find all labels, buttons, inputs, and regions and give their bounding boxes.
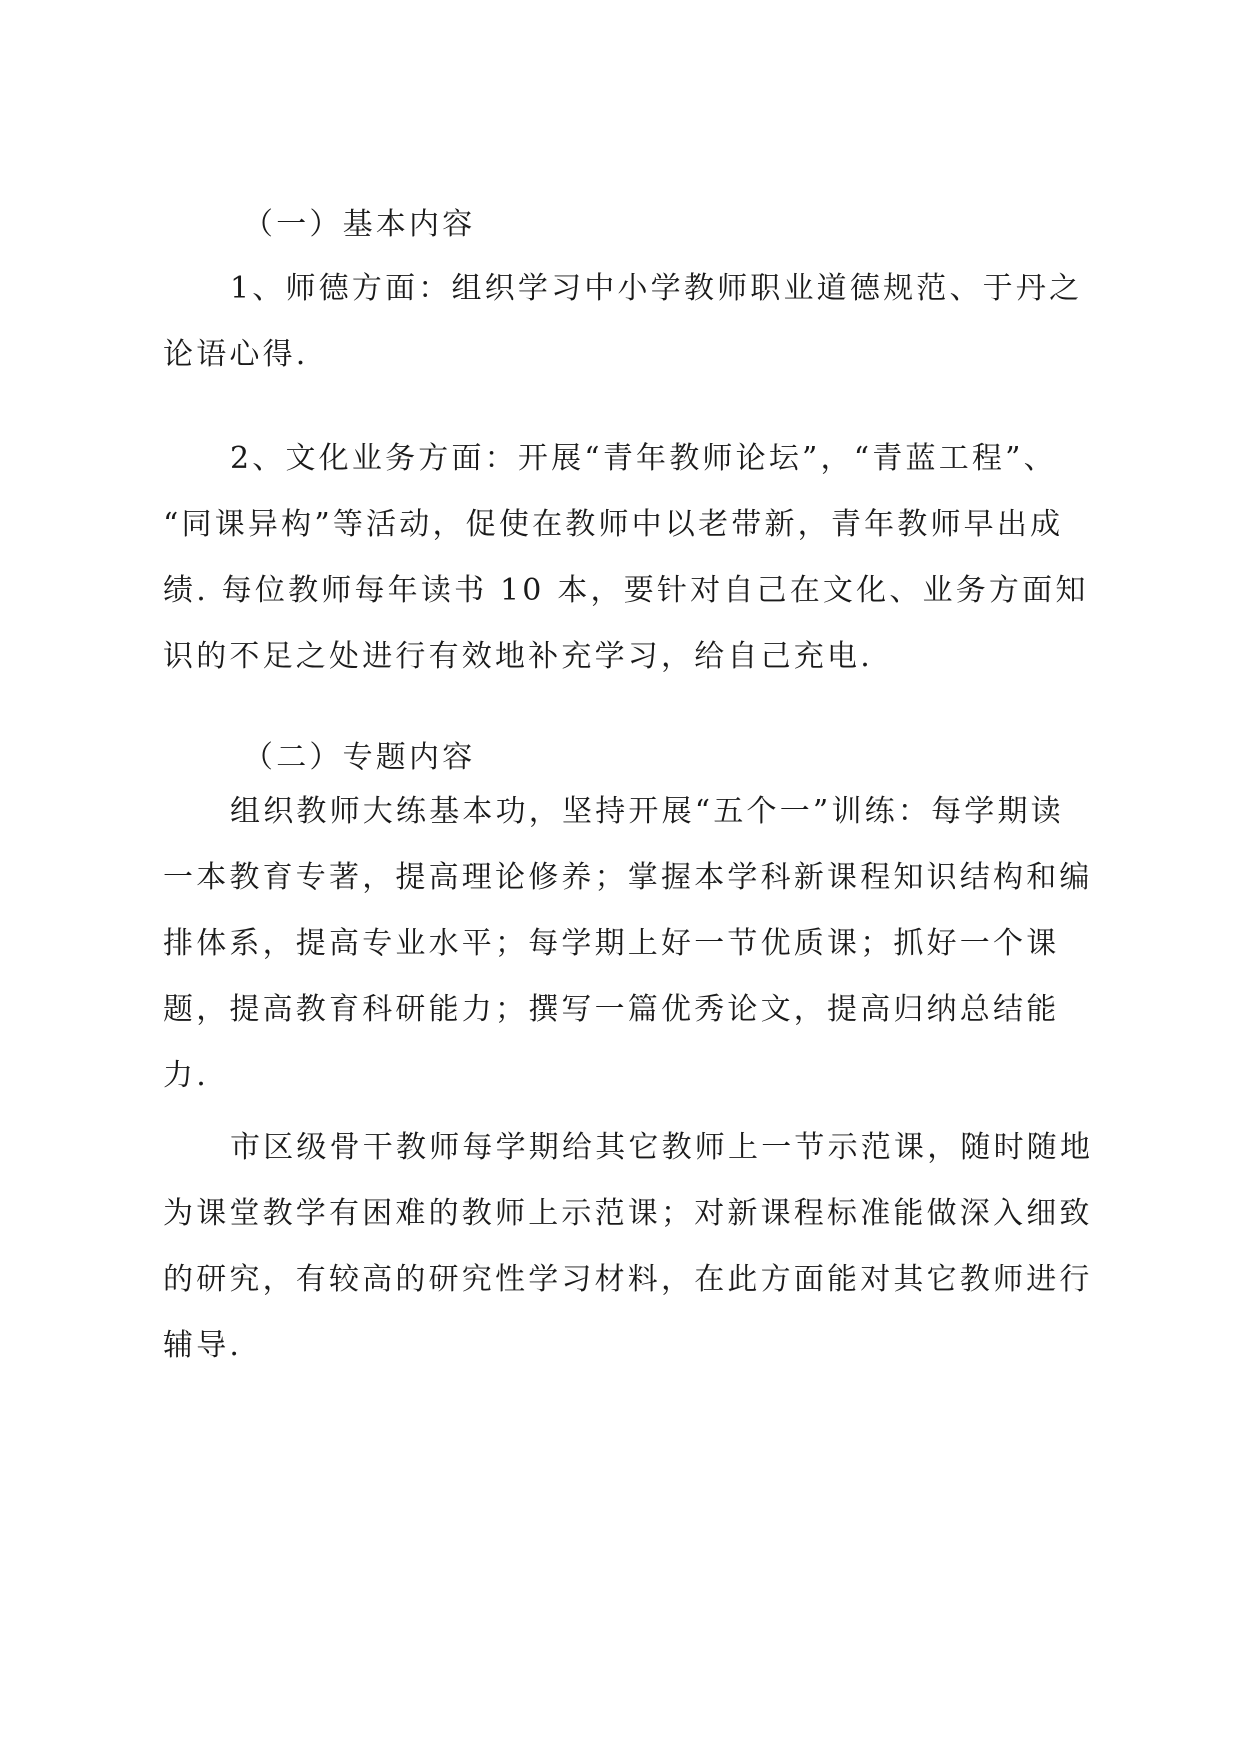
paragraph-line: “同课异构”等活动，促使在教师中以老带新，青年教师早出成: [163, 507, 1064, 542]
paragraph-line: 绩. 每位教师每年读书 10 本，要针对自己在文化、业务方面知: [163, 573, 1089, 608]
paragraph-line: 为课堂教学有困难的教师上示范课；对新课程标准能做深入细致: [163, 1196, 1093, 1231]
paragraph-line: 2、文化业务方面：开展“青年教师论坛”，“青蓝工程”、: [230, 441, 1057, 476]
paragraph-line: 力.: [163, 1058, 209, 1093]
paragraph-line: 1、师德方面：组织学习中小学教师职业道德规范、于丹之: [230, 271, 1083, 306]
paragraph-line: 题，提高教育科研能力；撰写一篇优秀论文，提高归纳总结能: [163, 992, 1060, 1027]
paragraph-line: 一本教育专著，提高理论修养；掌握本学科新课程知识结构和编: [163, 860, 1093, 895]
paragraph-line: 市区级骨干教师每学期给其它教师上一节示范课，随时随地: [230, 1130, 1094, 1165]
paragraph-line: 论语心得.: [163, 337, 309, 372]
paragraph-line: 组织教师大练基本功，坚持开展“五个一”训练：每学期读: [230, 794, 1064, 829]
heading-text: （一）基本内容: [243, 207, 476, 242]
paragraph-culture-business: [163, 426, 1093, 690]
heading-text: （二）专题内容: [243, 740, 476, 775]
paragraph-line: 辅导.: [163, 1328, 243, 1363]
paragraph-line: 排体系，提高专业水平；每学期上好一节优质课；抓好一个课: [163, 926, 1060, 961]
paragraph-five-ones: [163, 779, 1093, 1109]
paragraph-backbone-teachers: [163, 1115, 1093, 1379]
paragraph-ethics: [163, 256, 1093, 388]
paragraph-line: 的研究，有较高的研究性学习材料，在此方面能对其它教师进行: [163, 1262, 1093, 1297]
section-heading-basic: [163, 192, 1093, 258]
paragraph-line: 识的不足之处进行有效地补充学习，给自己充电.: [163, 639, 873, 674]
